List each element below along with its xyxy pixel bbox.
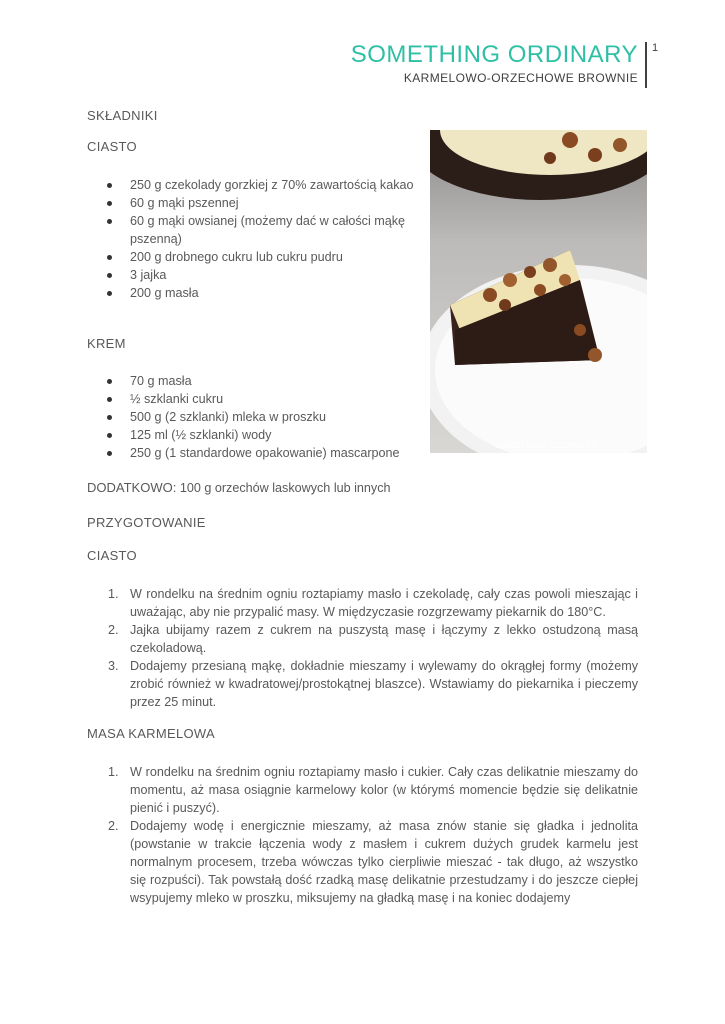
step-number: 2. bbox=[108, 623, 119, 637]
list-item: 125 ml (½ szklanki) wody bbox=[87, 426, 427, 444]
brand-title: SOMETHING ORDINARY bbox=[350, 41, 638, 68]
list-item: 3 jajka bbox=[87, 266, 417, 284]
step-item bbox=[87, 621, 638, 657]
step-number: 1. bbox=[108, 765, 119, 779]
dough-ingredients-list bbox=[87, 176, 417, 302]
step-item bbox=[87, 763, 638, 817]
step-item bbox=[87, 657, 638, 711]
ingredients-heading: SKŁADNIKI bbox=[87, 108, 158, 123]
page-number: 1 bbox=[652, 42, 659, 54]
list-item: 200 g masła bbox=[87, 284, 417, 302]
cream-ingredients-list bbox=[87, 372, 427, 462]
step-text: Jajka ubijamy razem z cukrem na puszystą masę i łączymy z lekko ostudzoną masą czekoladową. bbox=[130, 623, 638, 655]
list-item: 250 g (1 standardowe opakowanie) mascarpone bbox=[87, 444, 427, 462]
recipe-title: KARMELOWO-ORZECHOWE BROWNIE bbox=[403, 71, 638, 85]
step-item bbox=[87, 817, 638, 907]
list-item: ½ szklanki cukru bbox=[87, 390, 427, 408]
preparation-heading: PRZYGOTOWANIE bbox=[87, 515, 206, 530]
document-header bbox=[351, 40, 638, 85]
step-text: W rondelku na średnim ogniu roztapiamy masło i cukier. Cały czas delikatnie mieszamy do momentu, aż masa osiągnie karmelowy kolor (w którymś momencie będzie się delikatnie pienić i puszyć). bbox=[130, 765, 638, 815]
caramel-steps-heading: MASA KARMELOWA bbox=[87, 726, 215, 741]
extra-text: 100 g orzechów laskowych lub innych bbox=[179, 481, 391, 495]
list-item: 500 g (2 szklanki) mleka w proszku bbox=[87, 408, 427, 426]
step-text: Dodajemy wodę i energicznie mieszamy, aż masa znów stanie się gładka i jednolita (powstanie w trakcie łączenia wody z masłem i cukrem dużych grudek karmelu jest normalnym procesem, trzeba wówczas tylko cierpliwie mieszać - tak długo, aż wszystko się rozpuści). Tak powstałą dość rzadką masę delikatnie przestudzamy i do jeszcze ciepłej wsypujemy mleko w proszku, miksujemy na gładką masę i na koniec dodajemy bbox=[130, 819, 638, 905]
step-item bbox=[87, 585, 638, 621]
step-number: 1. bbox=[108, 587, 119, 601]
cream-ingredients-heading: KREM bbox=[87, 336, 126, 351]
dough-steps-heading: CIASTO bbox=[87, 548, 137, 563]
caramel-steps-list bbox=[87, 763, 638, 907]
list-item: 70 g masła bbox=[87, 372, 427, 390]
photo-watermark: SOMETHING ORDINARY bbox=[495, 441, 597, 450]
list-item: 250 g czekolady gorzkiej z 70% zawartością kakao bbox=[87, 176, 417, 194]
dough-steps-list bbox=[87, 585, 638, 711]
brownie-photo bbox=[430, 130, 647, 453]
brownie-illustration bbox=[430, 130, 647, 453]
list-item: 200 g drobnego cukru lub cukru pudru bbox=[87, 248, 417, 266]
step-text: Dodajemy przesianą mąkę, dokładnie mieszamy i wylewamy do okrągłej formy (możemy zrobić również w kwadratowej/prostokątnej blaszce). Wstawiamy do piekarnika i pieczemy przez 25 minut. bbox=[130, 659, 638, 709]
header-divider bbox=[645, 42, 647, 88]
dough-ingredients-heading: CIASTO bbox=[87, 139, 137, 154]
list-item: 60 g mąki pszennej bbox=[87, 194, 417, 212]
extra-ingredients bbox=[87, 480, 391, 495]
list-item: 60 g mąki owsianej (możemy dać w całości mąkę pszenną) bbox=[87, 212, 417, 248]
step-number: 3. bbox=[108, 659, 119, 673]
step-number: 2. bbox=[108, 819, 119, 833]
step-text: W rondelku na średnim ogniu roztapiamy masło i czekoladę, cały czas powoli mieszając i uważając, aby nie przypalić masy. W międzyczasie rozgrzewamy piekarnik do 180°C. bbox=[130, 587, 638, 619]
extra-label: DODATKOWO: bbox=[87, 480, 177, 495]
